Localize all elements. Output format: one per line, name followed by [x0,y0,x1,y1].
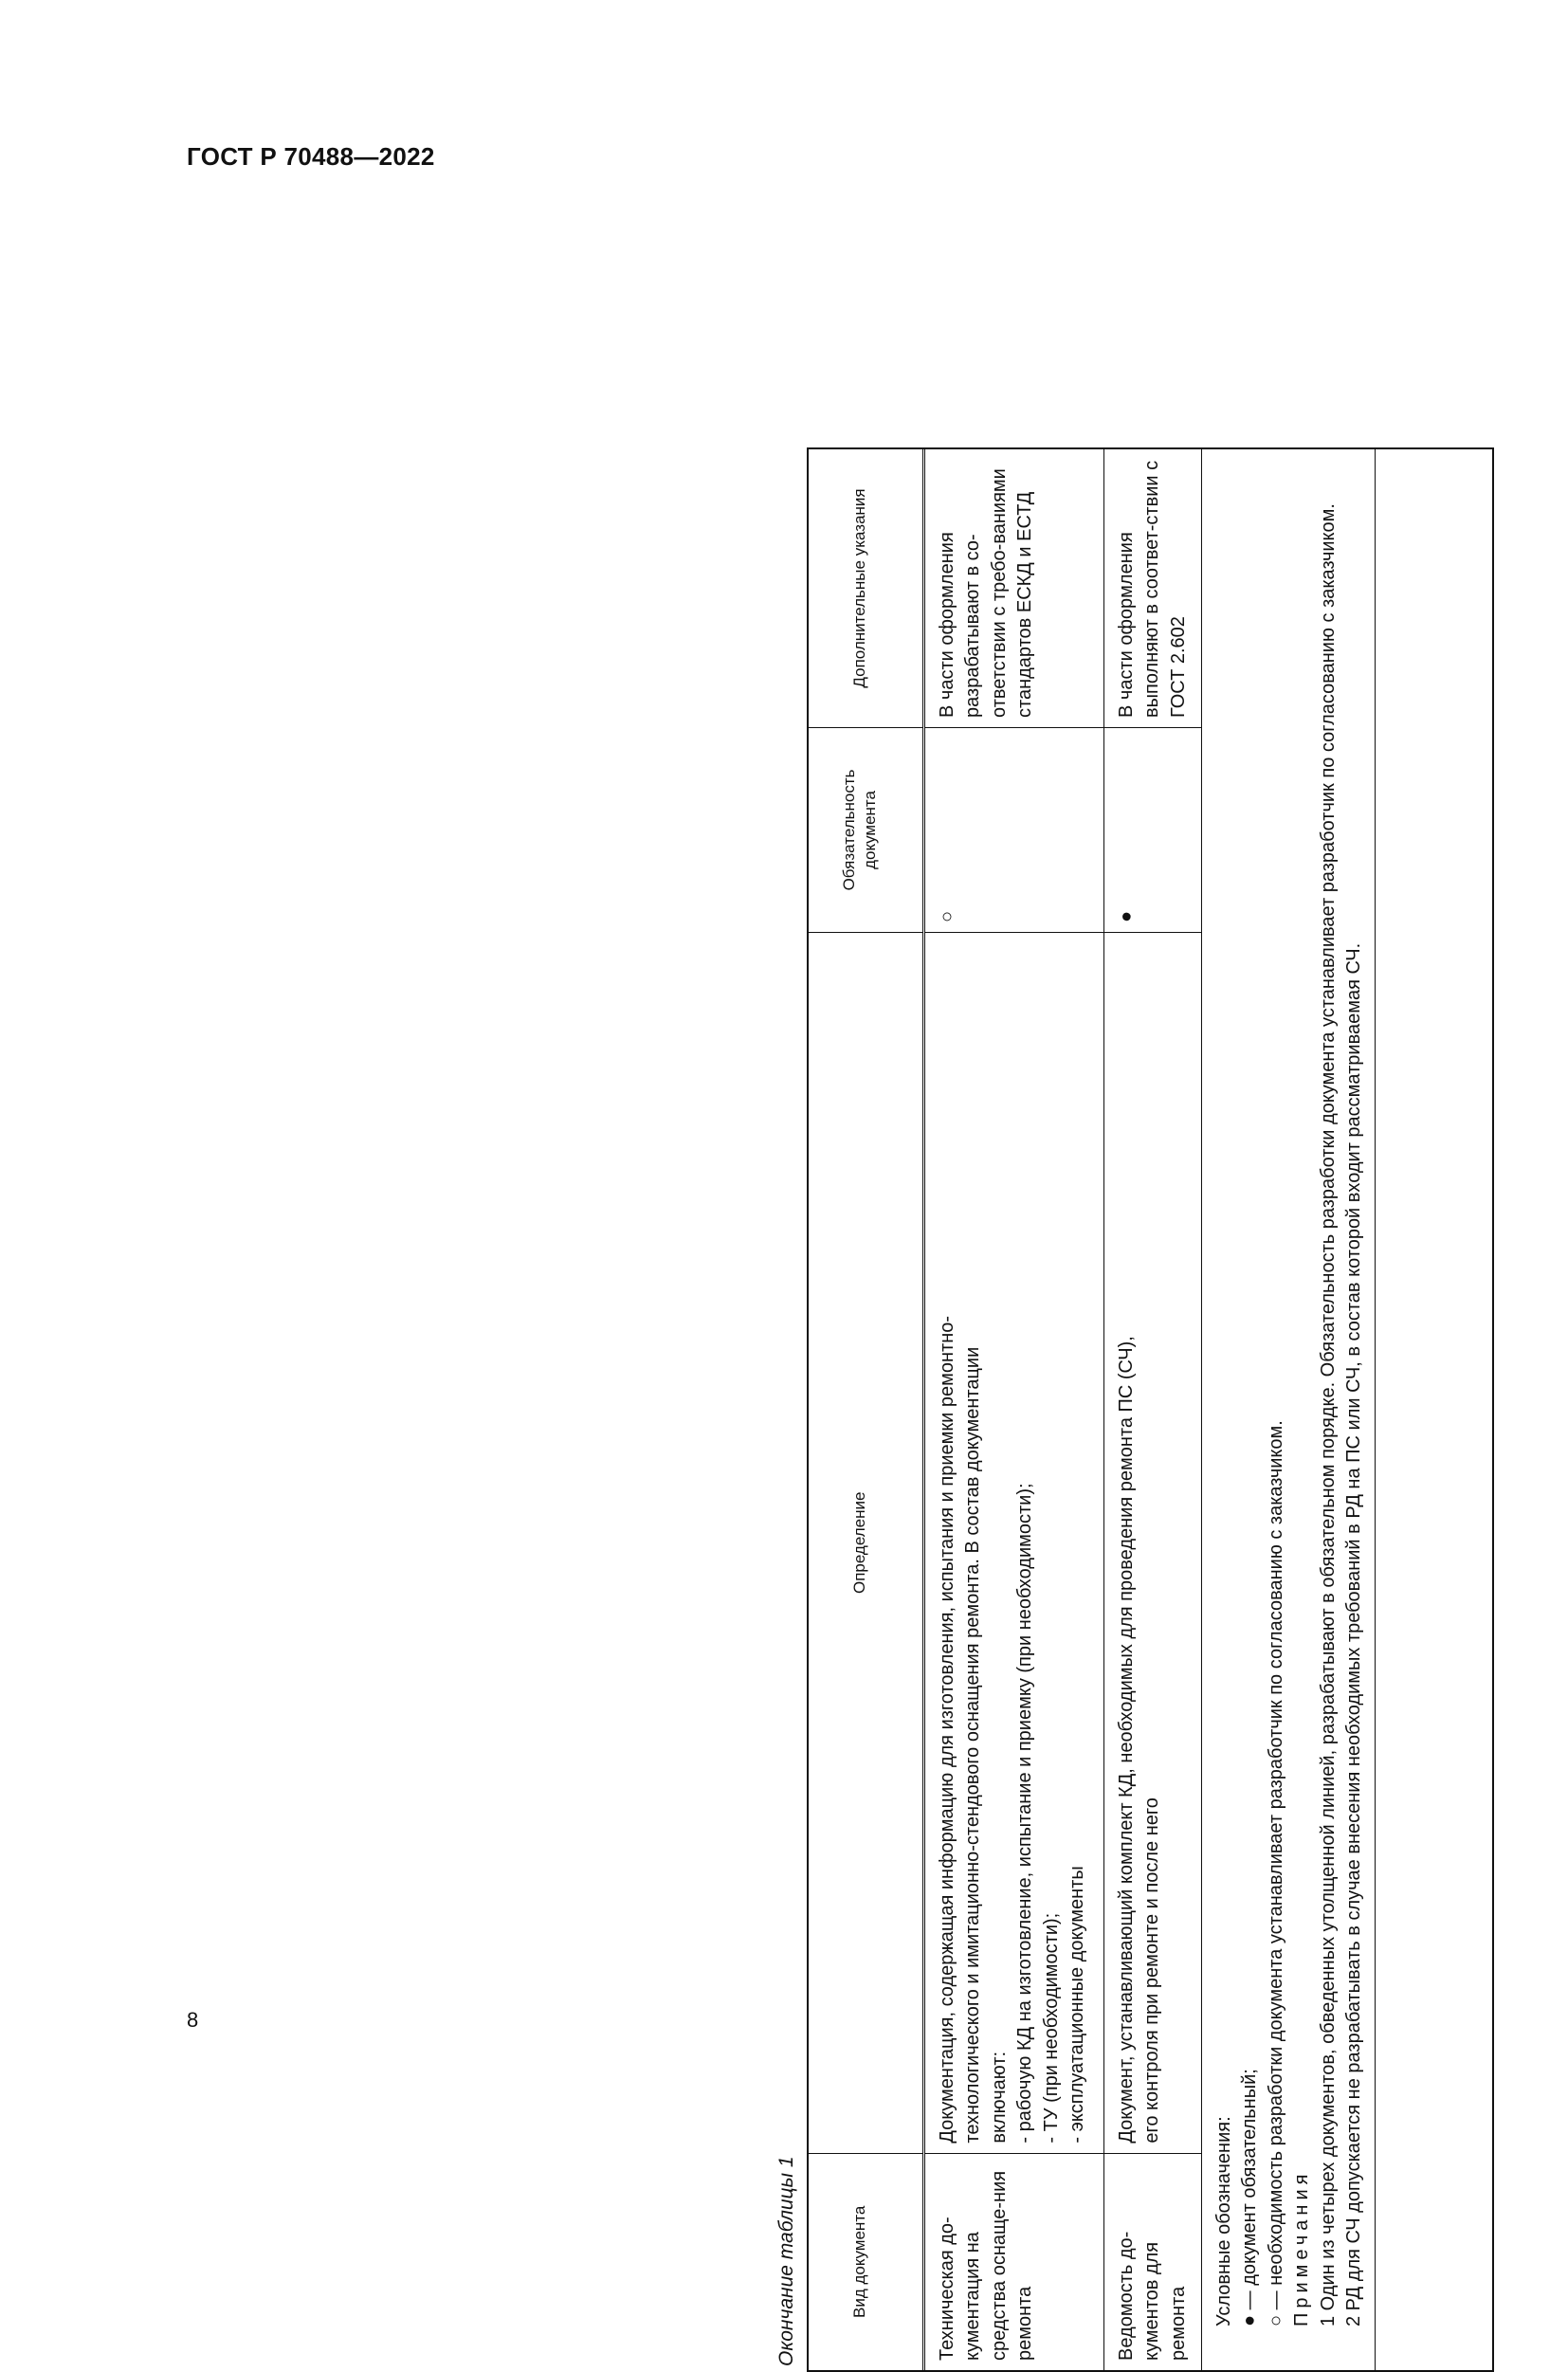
cell-type: Ведомость до-кументов для ремонта [1104,2153,1202,2370]
definition-line: технологического и имитационно-стендового оснащения ремонта. В состав документации [962,1346,984,2144]
column-header-notes: Дополнительные указания [809,449,924,727]
definition-line: Документ, устанавливающий комплект КД, необходимых для проведения ремонта ПС (СЧ), [1116,1336,1137,2144]
cell-mandatory [1104,727,1202,932]
column-header-definition: Определение [809,932,924,2153]
page-number: 8 [187,2008,199,2032]
table-header-row [809,449,924,2370]
optional-circle-icon: ○ [937,910,957,922]
legend-item-mandatory: ● — документ обязательный; [1239,2069,1261,2326]
document-table [809,449,1376,2370]
table-row [924,449,1104,2370]
mandatory-dot-icon: ● [1116,910,1137,922]
legend-item-optional: ○ — необходимость разработки документа устанавливает разработчик по согласованию с заказчиком. [1265,1420,1286,2326]
definition-line: - эксплуатационные документы [1066,1866,1087,2144]
cell-definition [1104,932,1202,2153]
legend-title: Условные обозначения: [1213,2116,1234,2326]
cell-notes: В части оформления выполняют в соответ-ствии с ГОСТ 2.602 [1104,449,1202,727]
notes-cell [1202,449,1376,2370]
cell-notes: В части оформления разрабатывают в со-ответствии с требо-ваниями стандартов ЕСКД и ЕСТД [924,449,1104,727]
table-frame [807,447,1494,2372]
definition-line: - ТУ (при необходимости); [1040,1912,1062,2144]
column-header-type: Вид документа [809,2153,924,2370]
table-notes-row [1202,449,1376,2370]
remark-item: 2 РД для СЧ допускается не разрабатывать в случае внесения необходимых требований в РД на ПС или СЧ, в состав которой входит рассматриваемая СЧ. [1342,942,1364,2326]
cell-definition [924,932,1104,2153]
definition-line: - рабочую КД на изготовление, испытание и приемку (при необходимости); [1014,1483,1036,2144]
cell-type: Техническая до-кументация на средства оснаще-ния ремонта [924,2153,1104,2370]
definition-line: Документация, содержащая информацию для изготовления, испытания и приемки ремонтно- [937,1315,957,2144]
definition-line: включают: [988,2051,1010,2144]
remarks-title: Примечания [1291,2169,1313,2326]
table-row [1104,449,1202,2370]
table-caption: Окончание таблицы 1 [775,2156,797,2366]
definition-line: его контроля при ремонте и после него [1141,1797,1163,2144]
column-header-mandatory: Обязательность документа [809,727,924,932]
rotated-table-block [774,447,1494,2372]
remark-item: 1 Один из четырех документов, обведенных утолщенной линией, разрабатывают в обязательном порядке. Обязательность разработки документа устанавливает разработчик по согласованию с заказчиком. [1317,503,1339,2326]
standard-header: ГОСТ Р 70488—2022 [187,142,435,171]
cell-mandatory [924,727,1104,932]
